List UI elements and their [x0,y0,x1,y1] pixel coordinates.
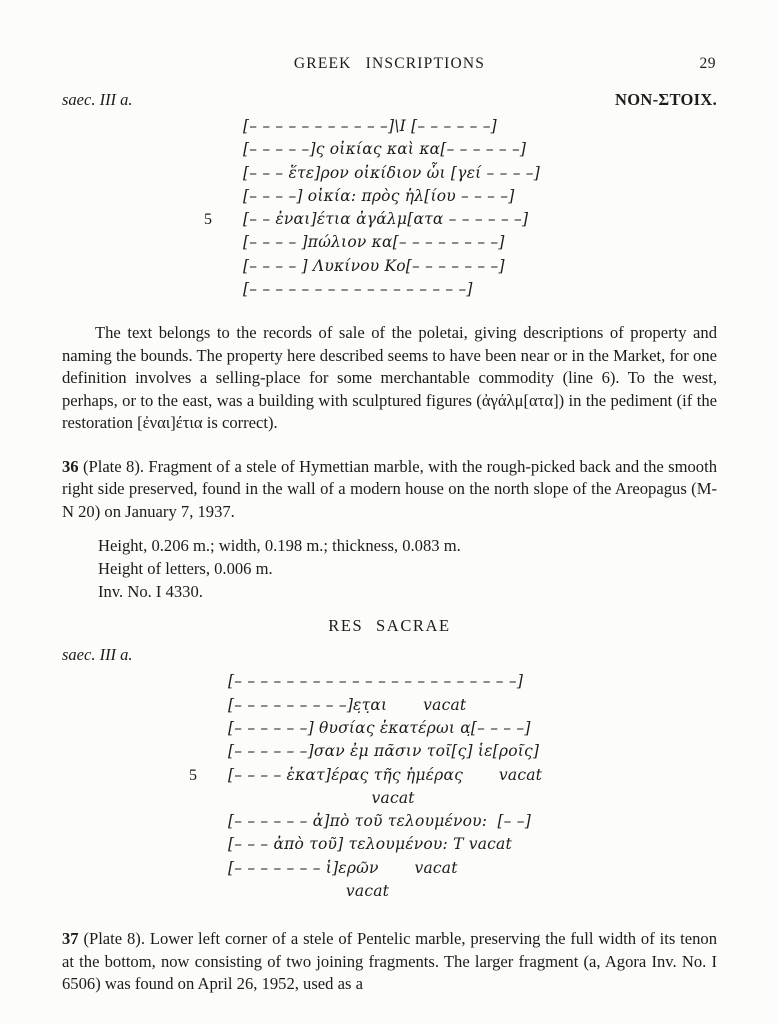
page-title: GREEK INSCRIPTIONS [293,55,486,72]
date-label-2: saec. III a. [62,645,133,665]
inscription-meta-row-2 [62,645,717,667]
line-number: 5 [204,211,212,229]
inscription-line [228,810,717,833]
inscription-line [243,231,717,254]
stoichedon-label: ΝΟΝ-ΣΤΟΙΧ. [615,90,717,109]
page-number: 29 [699,55,716,72]
measurement-line: Inv. No. I 4330. [98,582,203,602]
entry-37-number: 37 [62,929,79,949]
inscription-line-text: [– – ἐναι]έτια ἀγάλμ[ατα – – – – – –] [243,210,529,229]
inscription-line-text: [– – – – – – – ἱ]ερῶν vacat [228,858,458,877]
inscription-line-text: [– – – –] οἰκία: πρὸς ἡλ[ίου – – – –] [243,186,515,205]
inscription-line [243,185,717,208]
measurement-line: Height of letters, 0.006 m. [98,559,273,579]
date-label-1: saec. III a. [62,90,133,109]
inscription-line [243,115,717,138]
entry-36-paragraph [62,456,717,524]
measurements-block [98,534,717,603]
entry-36-number: 36 [62,456,79,476]
line-number: 5 [189,766,197,784]
inscription-block-2 [189,670,717,903]
inscription-line-text: [– – – – ] Λυκίνου Κο[– – – – – – –] [243,256,505,275]
running-header [62,55,717,75]
inscription-line [228,717,717,740]
inscription-line [228,787,717,810]
inscription-line [243,162,717,185]
inscription-line [243,255,717,278]
inscription-line [228,880,717,903]
inscription-line-text: vacat [228,882,390,901]
inscription-line [243,138,717,161]
entry-37-paragraph [62,928,717,996]
inscription-line-text: [– – – ἕτε]ρον οἰκίδιον ὧι [γεί – – – –] [243,163,540,182]
inscription-line-text: vacat [228,788,415,807]
page-content [62,0,717,996]
inscription-line [228,670,717,693]
inscription-line-text: [– – – – ἑκατ]έρας τῆς ἡμέρας vacat [228,765,543,784]
inscription-line-text: [– – – – – – – – –]ε̣τ̣αι vacat [228,695,467,714]
inscription-line-text: [– – – – – –]σαν ἐμ πᾶσιν τοῖ[ς] ἱε[ροῖς] [228,742,540,761]
inscription-line-text: [– – – – – – – – – – – – – – – – –] [243,280,473,299]
inscription-line-text: [– – – – – – – – – – –]\Ι [– – – – – –] [243,117,497,135]
inscription-line-text: [– – – ἀπὸ τοῦ] τελουμένου: Τ vacat [228,835,512,854]
inscription-line [243,278,717,301]
inscription-line-text: [– – – – – – – – – – – – – – – – – – – – – –] [228,672,524,691]
inscription-meta-row-1 [62,90,717,112]
inscription-line [228,857,717,880]
section-heading-res-sacrae: RES SACRAE [328,616,451,636]
inscription-line [189,764,717,787]
inscription-line-text: [– – – – –]ς οἰκίας καὶ κα[– – – – – –] [243,140,527,159]
inscription-line-text: [– – – – ]πώλιον κα[– – – – – – – –] [243,233,505,252]
inscription-block-1 [204,115,717,301]
inscription-line-text: [– – – – – –] θυσίας ἑκατέρωι α̣[– – – –] [228,718,531,737]
inscription-line [228,833,717,856]
inscription-line [228,694,717,717]
inscription-line [228,740,717,763]
inscription-line [204,208,717,231]
inscription-line-text: [– – – – – – ἀ]πὸ τοῦ τελουμένου: [– –] [228,812,531,831]
measurement-line: Height, 0.206 m.; width, 0.198 m.; thickness, 0.083 m. [98,536,461,556]
entry-36-text: (Plate 8). Fragment of a stele of Hymettian marble, with the rough-picked back and the smooth right side preserved, found in the wall of a modern house on the north slope of the Areopagus (M-N 20) on January 7, 1937. [62,456,717,521]
entry-37-text: (Plate 8). Lower left corner of a stele of Pentelic marble, preserving the full width of its tenon at the bottom, now consisting of two joining fragments. The larger fragment (a, Agora Inv. No. I 6506) was found on April 26, 1952, used as a [62,929,717,994]
commentary-paragraph: The text belongs to the records of sale of the poletai, giving descriptions of property and naming the bounds. The property here described seems to have been near or in the Market, for one definition involves a selling-place for some merchantable commodity (line 6). To the west, perhaps, or to the east, was a building with sculptured figures (ἀγάλμ[ατα]) in the pediment (if the restoration [ἐναι]έτια is correct). [62,323,717,433]
